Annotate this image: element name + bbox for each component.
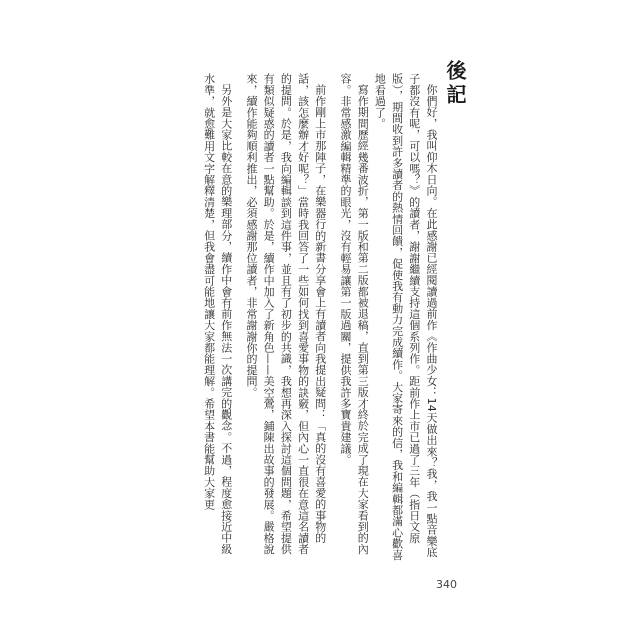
paragraph: 你們好，我叫仰木日向。在此感謝已經閱讀過前作《作曲少女：14天做出來？我，我一點音樂底子都沒有呢，可以嗎？》的讀者，謝謝繼續支持這個系列作。距前作上市已過了三年（指日文原版），期間收到許多讀者的熱情回饋，促使我有動力完成續作。大家寄來的信，我和編輯都滿心歡喜地看過了。 [373, 73, 438, 561]
paragraph: 另外是大家比較在意的樂理部分，續作中會有前作無法一次講完的觀念。不過，程度愈接近中級水準，就愈難用文字解釋清楚，但我會盡可能地讓大家都能理解。希望本書能幫助大家更 [202, 73, 233, 555]
paragraph: 寫作期間歷經幾番波折，第一版和第二版都被退稿，直到第三版才終於完成了現在大家看到的內容。非常感激編輯精準的眼光，沒有輕易讓第一版過關，提供我許多寶貴建議。 [338, 73, 370, 555]
paragraph: 前作剛上市那陣子，在樂器行的新書分享會上有讀者向我提出疑問：「真的沒有喜愛的事物的話，該怎麼辦才好呢？」當時我回答了一些如何找到喜愛事物的訣竅，但內心一直很在意這名讀者的提問。於是，我向編輯談到這件事，並且有了初步的共識，我想再深入探討這個問題，希望提供有類似疑惑的讀者一點幫助。於是，續作中加入了新角色——美空鶯，鋪陳出故事的發展。嚴格說來，續作能夠順利推出，必須感謝那位讀者，非常謝謝你的提問。 [244, 73, 327, 555]
body-text [160, 73, 440, 563]
chapter-title: 後記 [443, 60, 467, 108]
page-number: 340 [436, 578, 457, 591]
